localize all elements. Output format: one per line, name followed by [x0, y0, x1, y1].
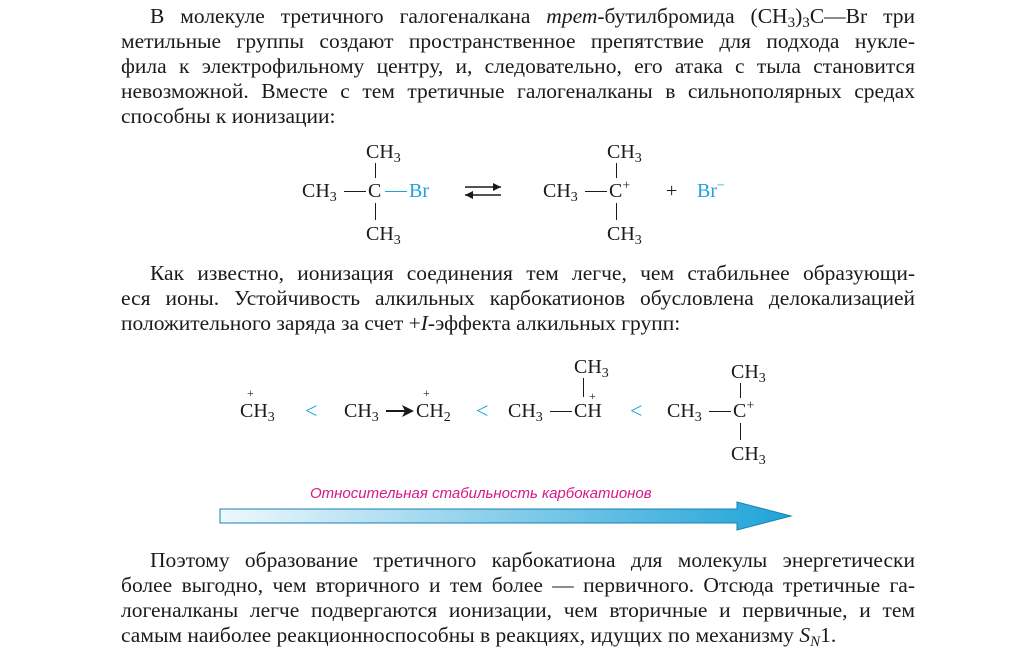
reactant-left-bond	[344, 191, 366, 192]
product-bottom-bond	[616, 203, 617, 220]
tertbutyl-left-bond	[709, 411, 731, 412]
paragraph-3	[121, 548, 915, 648]
paragraph-3-line-4: самым наиболее реакционноспособны в реакциях, идущих по механизму $S_N1$.	[121, 623, 837, 650]
paragraph-1-line-1: В молекуле третичного галогеналкана трет-бутилбромида $(CH_3)_3C—Br$ три	[150, 4, 915, 32]
isopropyl-top-ch3: $CH_3$	[574, 356, 609, 381]
paragraph-1-line-4: невозможной. Вместе с тем третичные галогеналканы в сильнополярных средах	[121, 79, 915, 103]
ethyl-left-ch3: $CH_3$	[344, 400, 379, 425]
less-than-3: <	[630, 398, 643, 423]
reactant-bottom-ch3: $CH_3$	[366, 223, 401, 248]
product-top-ch3: $CH_3$	[607, 141, 642, 166]
tertbutyl-top-ch3: $CH_3$	[731, 361, 766, 386]
reactant-top-bond	[375, 163, 376, 178]
reactant-top-ch3: $CH_3$	[366, 141, 401, 166]
reactant-central-carbon: C	[368, 180, 382, 202]
stability-caption: Относительная стабильность карбокатионов	[310, 485, 652, 502]
paragraph-3-line-1: Поэтому образование третичного карбокатиона для молекулы энергетически	[150, 548, 915, 572]
plus-sign: +	[666, 180, 678, 202]
ethyl-ch2: $CH_2$	[416, 400, 451, 425]
product-bottom-ch3: $CH_3$	[607, 223, 642, 248]
stability-arrow-icon	[219, 500, 793, 532]
paragraph-1-line-2: метильные группы создают пространственное препятствие для подхода нукле-	[121, 29, 915, 53]
tertbutyl-bottom-bond	[740, 423, 741, 440]
paragraph-2-line-3: положительного заряда за счет +I-эффекта алкильных групп:	[121, 311, 681, 335]
paragraph-2-line-1: Как известно, ионизация соединения тем легче, чем стабильнее образующи-	[150, 261, 915, 285]
reactant-left-ch3: $CH_3$	[302, 180, 337, 205]
methyl-charge: +	[247, 386, 254, 400]
reactant-bottom-bond	[375, 203, 376, 220]
bromide-anion: Br−	[697, 178, 725, 202]
ethyl-charge: +	[423, 386, 430, 400]
equilibrium-arrows-icon	[462, 180, 504, 202]
reactant-c-br-bond	[385, 191, 407, 192]
paragraph-3-line-3: логеналканы легче подвергаются ионизации, чем вторичные и первичные, и тем	[121, 598, 915, 622]
isopropyl-left-ch3: $CH_3$	[508, 400, 543, 425]
product-left-ch3: $CH_3$	[543, 180, 578, 205]
reactant-bromine: Br	[409, 180, 429, 202]
paragraph-1-line-5: способны к ионизации:	[121, 104, 336, 128]
paragraph-3-line-2: более выгодно, чем вторичного и тем более — первичного. Отсюда третичные га-	[121, 573, 915, 597]
inductive-arrow-icon	[385, 403, 415, 419]
tertbutyl-left-ch3: $CH_3$	[667, 400, 702, 425]
isopropyl-top-bond	[583, 378, 584, 397]
paragraph-2	[121, 261, 915, 336]
paragraph-1-line-3: фила к электрофильному центру, и, следовательно, его атака с тыла становится	[121, 54, 915, 78]
tertbutyl-center-c: C+	[733, 398, 755, 422]
methyl-cation: $CH_3$	[240, 400, 275, 425]
product-top-bond	[616, 163, 617, 178]
isopropyl-center-ch: CH	[574, 400, 602, 422]
tertbutyl-top-bond	[740, 383, 741, 398]
product-left-bond	[585, 191, 607, 192]
tertbutyl-bottom-ch3: $CH_3$	[731, 443, 766, 468]
product-central-carbon: C+	[609, 178, 631, 202]
less-than-1: <	[305, 398, 318, 423]
isopropyl-charge: +	[589, 389, 596, 403]
isopropyl-bond	[550, 411, 572, 412]
paragraph-1	[121, 4, 915, 129]
less-than-2: <	[476, 398, 489, 423]
paragraph-2-line-2: еся ионы. Устойчивость алкильных карбокатионов обусловлена делокализацией	[121, 286, 915, 310]
